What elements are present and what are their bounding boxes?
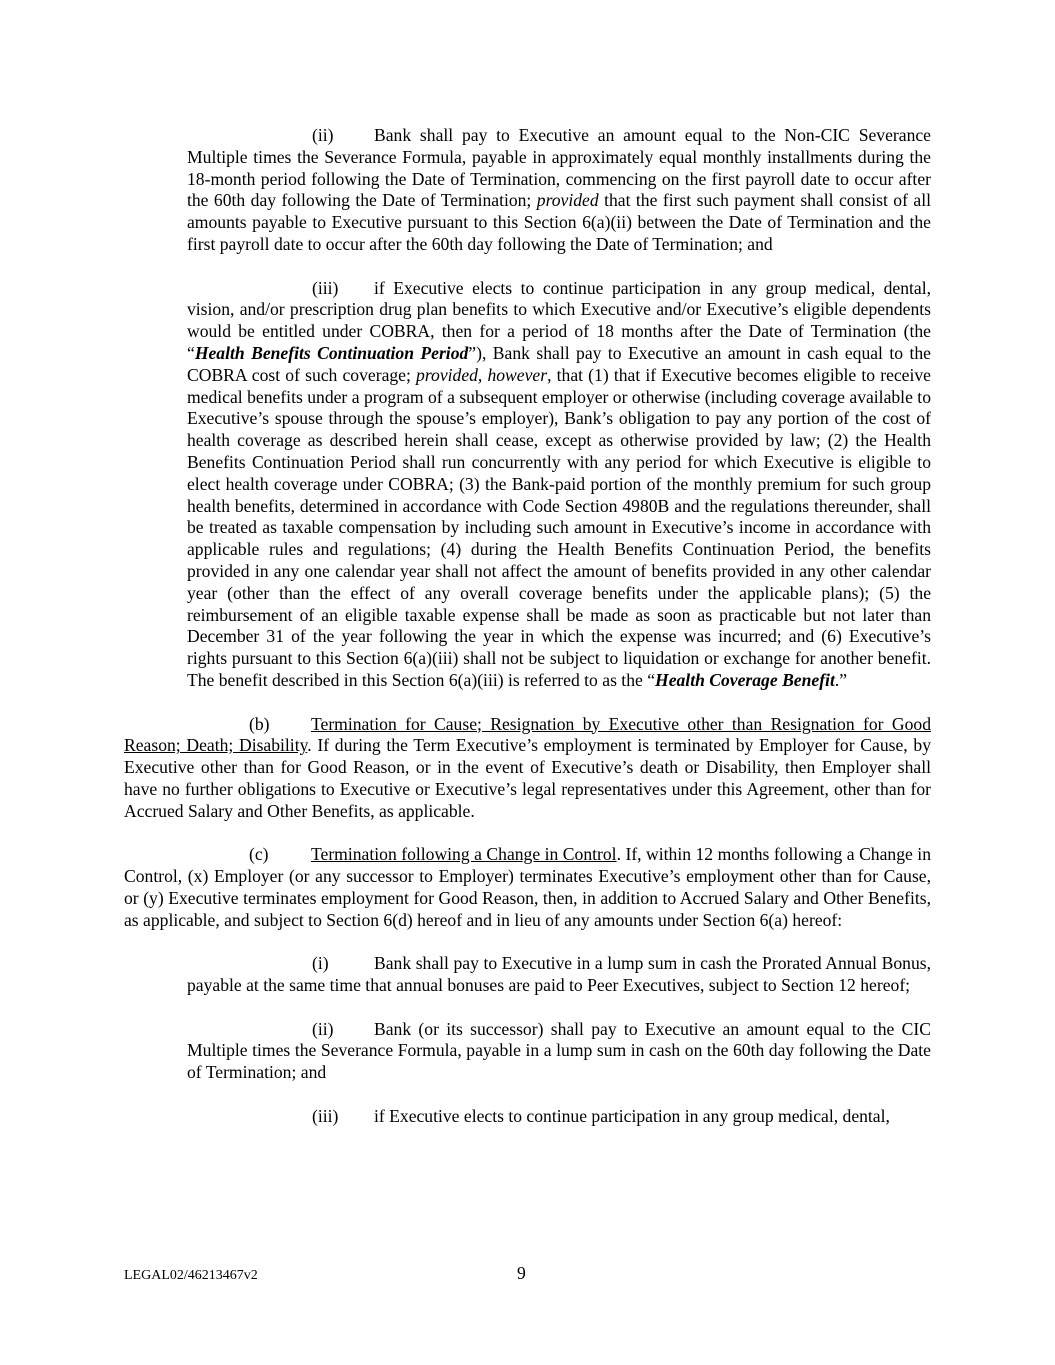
clause-number: (iii) bbox=[312, 1105, 339, 1126]
clause-c-ii bbox=[187, 1019, 931, 1084]
clause-text: Bank shall pay to Executive an amount equal to the Non-CIC Severance Multiple times the Severance Formula, payable in approximately equal monthly installments during the 18-month period following the Date of Termination, commencing on the first payroll date to occur after the 60th day following the Date of Termination; bbox=[187, 125, 931, 211]
clause-number: (ii) bbox=[312, 125, 334, 145]
clause-emphasis: provided bbox=[536, 190, 599, 211]
clause-number: (ii) bbox=[312, 1018, 334, 1039]
document-page bbox=[124, 125, 931, 1128]
clause-number: (b) bbox=[249, 713, 270, 734]
clause-number: (i) bbox=[312, 953, 329, 974]
clause-text: . If, within 12 months following a Change in Control, (x) Employer (or any successor to Employer) terminates Executive’s employment other than for Cause, or (y) Executive terminates employment for Good Reason, then, in addition to Accrued Salary and Other Benefits, as applicable, and subject to Section 6(d) hereof and in lieu of any amounts under Section 6(a) hereof: bbox=[124, 844, 931, 930]
footer-page-number: 9 bbox=[517, 1263, 526, 1283]
clause-text: that the first such payment shall consist of all amounts payable to Executive pursuant to this Section 6(a)(ii) between the Date of Termination and the first payroll date to occur after the 60th day following the Date of Termination; and bbox=[187, 190, 931, 254]
footer-document-id: LEGAL02/46213467v2 bbox=[124, 1268, 258, 1283]
clause-heading: Termination for Cause; Resignation by Executive other than Resignation for Good Reason; Death; Disability bbox=[124, 713, 931, 756]
clause-number: (c) bbox=[249, 844, 269, 865]
clause-c bbox=[124, 844, 931, 931]
clause-text: if Executive elects to continue participation in any group medical, dental, bbox=[374, 1105, 890, 1126]
clause-text: , that (1) that if Executive becomes eligible to receive medical benefits under a program of a subsequent employer or otherwise (including coverage available to Executive’s spouse through the spouse’s employer), Bank’s obligation to pay any portion of the cost of health coverage as described herein shall cease, except as otherwise provided by law; (2) the Health Benefits Continuation Period shall run concurrently with any period for which Executive is eligible to elect health coverage under COBRA; (3) the Bank-paid portion of the monthly premium for such group health benefits, determined in accordance with Code Section 4980B and the regulations thereunder, shall be treated as taxable compensation by including such amount in Executive’s income in accordance with applicable rules and regulations; (4) during the Health Benefits Continuation Period, the benefits provided in any one calendar year shall not affect the amount of benefits provided in any other calendar year (other than the effect of any overall coverage benefits under the applicable plans); (5) the reimbursement of an eligible taxable expense shall be made as soon as practicable but not later than December 31 of the year following the year in which the expense was incurred; and (6) Executive’s rights pursuant to this Section 6(a)(iii) shall not be subject to liquidation or exchange for another benefit. The benefit described in this Section 6(a)(iii) is referred to as the “ bbox=[187, 364, 931, 690]
clause-a-ii bbox=[187, 125, 931, 256]
defined-term: Health Benefits Continuation Period bbox=[194, 342, 469, 363]
clause-emphasis: provided, however bbox=[416, 364, 548, 385]
clause-text: Bank (or its successor) shall pay to Executive an amount equal to the CIC Multiple times the Severance Formula, payable in a lump sum in cash on the 60th day following the Date of Termination; and bbox=[187, 1018, 931, 1083]
clause-text: if Executive elects to continue participation in any group medical, dental, vision, and/or prescription drug plan benefits to which Executive and/or Executive’s eligible dependents would be entitled under COBRA, then for a period of 18 months after the Date of Termination (the “ bbox=[187, 277, 931, 363]
defined-term: Health Coverage Benefit bbox=[655, 669, 835, 690]
clause-heading: Termination following a Change in Control bbox=[311, 844, 617, 865]
clause-text: . If during the Term Executive’s employment is terminated by Employer for Cause, by Executive other than for Good Reason, or in the event of Executive’s death or Disability, then Employer shall have no further obligations to Executive or Executive’s legal representatives under this Agreement, other than for Accrued Salary and Other Benefits, as applicable. bbox=[124, 735, 931, 821]
clause-c-i bbox=[187, 953, 931, 997]
clause-a-iii bbox=[187, 278, 931, 692]
clause-c-iii bbox=[187, 1106, 931, 1128]
clause-text: Bank shall pay to Executive in a lump sum in cash the Prorated Annual Bonus, payable at the same time that annual bonuses are paid to Peer Executives, subject to Section 12 hereof; bbox=[187, 953, 931, 996]
clause-number: (iii) bbox=[312, 277, 339, 298]
clause-text: .” bbox=[834, 669, 848, 690]
clause-b bbox=[124, 714, 931, 823]
clause-text: ”), Bank shall pay to Executive an amount in cash equal to the COBRA cost of such coverage; bbox=[187, 342, 931, 385]
